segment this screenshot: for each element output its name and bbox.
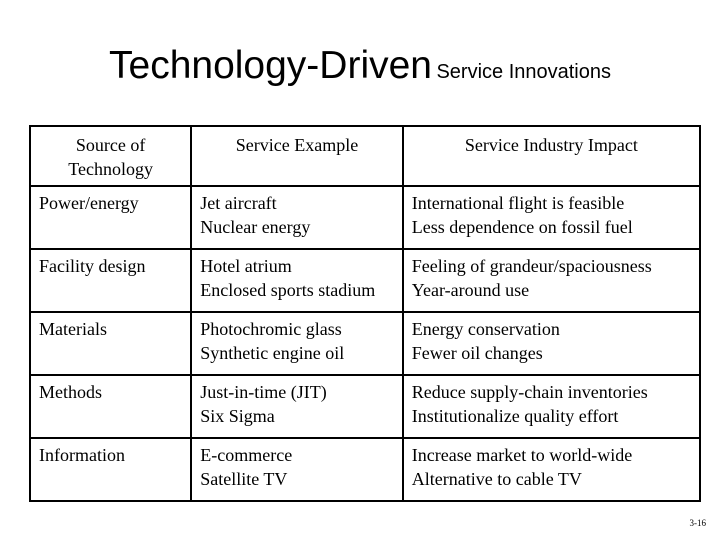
innovations-table [29,125,701,502]
example-cell: Hotel atrium Enclosed sports stadium [191,249,403,312]
source-cell: Power/energy [30,186,191,249]
source-cell: Information [30,438,191,501]
impact-cell: Feeling of grandeur/spaciousness Year-around use [403,249,700,312]
slide-title [0,44,720,88]
table-row [30,375,700,438]
table-header-row [30,126,700,186]
impact-cell: International flight is feasible Less dependence on fossil fuel [403,186,700,249]
title-sub: Service Innovations [436,61,611,83]
example-cell: Jet aircraft Nuclear energy [191,186,403,249]
source-cell: Facility design [30,249,191,312]
source-cell: Materials [30,312,191,375]
header-example: Service Example [191,126,403,186]
header-source: Source of Technology [30,126,191,186]
page-number: 3-16 [689,518,706,528]
table-row [30,186,700,249]
example-cell: E-commerce Satellite TV [191,438,403,501]
table-row [30,249,700,312]
source-cell: Methods [30,375,191,438]
impact-cell: Energy conservation Fewer oil changes [403,312,700,375]
example-cell: Photochromic glass Synthetic engine oil [191,312,403,375]
table-row [30,438,700,501]
table-row [30,312,700,375]
impact-cell: Reduce supply-chain inventories Institutionalize quality effort [403,375,700,438]
impact-cell: Increase market to world-wide Alternative to cable TV [403,438,700,501]
header-impact: Service Industry Impact [403,126,700,186]
example-cell: Just-in-time (JIT) Six Sigma [191,375,403,438]
title-main: Technology-Driven [109,44,432,87]
